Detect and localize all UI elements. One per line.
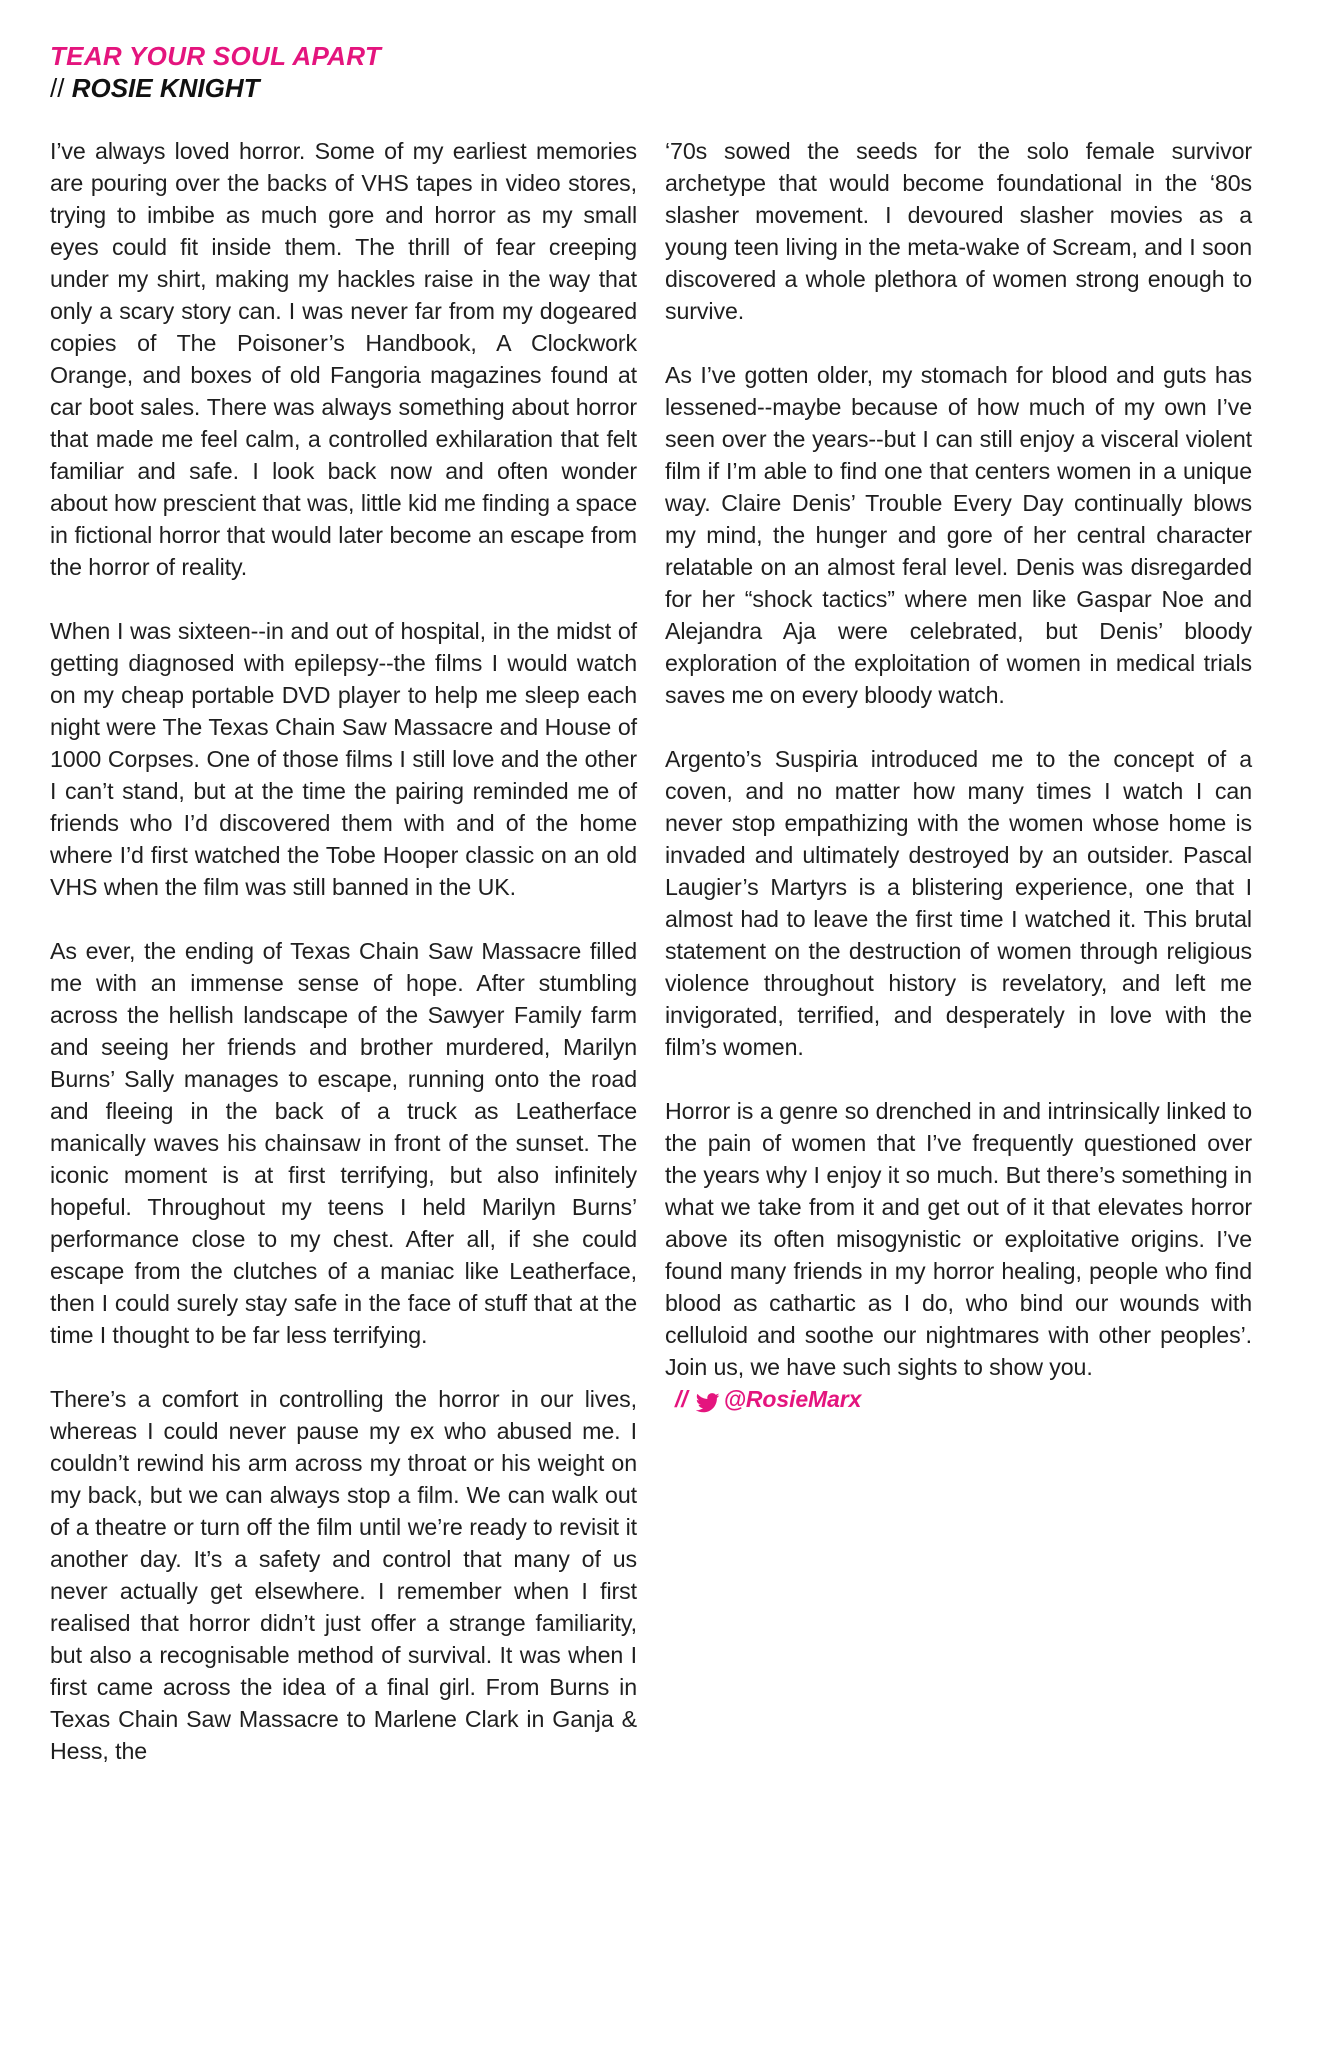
article-byline bbox=[50, 72, 381, 104]
twitter-bird-icon bbox=[696, 1389, 720, 1409]
paragraph: As I’ve gotten older, my stomach for blood and guts has lessened--maybe because of how much of my own I’ve seen over the years--but I can still enjoy a visceral violent film if I’m able to find one that centers women in a unique way. Claire Denis’ Trouble Every Day continually blows my mind, the hunger and gore of her central character relatable on an almost feral level. Denis was disregarded for her “shock tactics” where men like Gaspar Noe and Alejandra Aja were celebrated, but Denis’ bloody exploration of the exploitation of women in medical trials saves me on every bloody watch. bbox=[665, 362, 1252, 708]
twitter-handle[interactable]: @RosieMarx bbox=[723, 1386, 862, 1412]
signoff-slashes: // bbox=[675, 1386, 688, 1412]
paragraph: As ever, the ending of Texas Chain Saw Massacre filled me with an immense sense of hope. After stumbling across the hellish landscape of the Sawyer Family farm and seeing her friends and brother murdered, Marilyn Burns’ Sally manages to escape, running onto the road and fleeing in the back of a truck as Leatherface manically waves his chainsaw in front of the sunset. The iconic moment is at first terrifying, but also infinitely hopeful. Throughout my teens I held Marilyn Burns’ performance close to my chest. After all, if she could escape from the clutches of a maniac like Leatherface, then I could surely stay safe in the face of stuff that at the time I thought to be far less terrifying. bbox=[50, 938, 637, 1348]
article-title: TEAR YOUR SOUL APART bbox=[50, 41, 382, 71]
paragraph: ‘70s sowed the seeds for the solo female survivor archetype that would become foundational in the ‘80s slasher movement. I devoured slasher movies as a young teen living in the meta-wake of Scream, and I soon discovered a whole plethora of women strong enough to survive. bbox=[665, 138, 1252, 324]
paragraph: When I was sixteen--in and out of hospital, in the midst of getting diagnosed with epilepsy--the films I would watch on my cheap portable DVD player to help me sleep each night were The Texas Chain Saw Massacre and House of 1000 Corpses. One of those films I still love and the other I can’t stand, but at the time the pairing reminded me of friends who I’d discovered them with and of the home where I’d first watched the Tobe Hooper classic on an old VHS when the film was still banned in the UK. bbox=[50, 618, 637, 900]
paragraph: There’s a comfort in controlling the horror in our lives, whereas I could never pause my ex who abused me. I couldn’t rewind his arm across my throat or his weight on my back, but we can always stop a film. We can walk out of a theatre or turn off the film until we’re ready to revisit it another day. It’s a safety and control that many of us never actually get elsewhere. I remember when I first realised that horror didn’t just offer a strange familiarity, but also a recognisable method of survival. It was when I first came across the idea of a final girl. From Burns in Texas Chain Saw Massacre to Marlene Clark in Ganja & Hess, the bbox=[50, 1386, 637, 1764]
author-signoff bbox=[675, 1383, 1252, 1415]
paragraph: Horror is a genre so drenched in and intrinsically linked to the pain of women that I’ve frequently questioned over the years why I enjoy it so much. But there’s something in what we take from it and get out of it that elevates horror above its often misogynistic or exploitative origins. I’ve found many friends in my horror healing, people who find blood as cathartic as I do, who bind our wounds with celluloid and soothe our nightmares with other peoples’. Join us, we have such sights to show you. bbox=[665, 1098, 1252, 1380]
author-name: ROSIE KNIGHT bbox=[71, 73, 260, 103]
right-column bbox=[665, 135, 1252, 1415]
paragraph: I’ve always loved horror. Some of my earliest memories are pouring over the backs of VHS tapes in video stores, trying to imbibe as much gore and horror as my small eyes could fit inside them. The thrill of fear creeping under my shirt, making my hackles raise in the way that only a scary story can. I was never far from my dogeared copies of The Poisoner’s Handbook, A Clockwork Orange, and boxes of old Fangoria magazines found at car boot sales. There was always something about horror that made me feel calm, a controlled exhilaration that felt familiar and safe. I look back now and often wonder about how prescient that was, little kid me finding a space in fictional horror that would later become an escape from the horror of reality. bbox=[50, 138, 637, 580]
left-column bbox=[50, 135, 637, 1767]
paragraph: Argento’s Suspiria introduced me to the concept of a coven, and no matter how many times I watch I can never stop empathizing with the women whose home is invaded and ultimately destroyed by an outsider. Pascal Laugier’s Martyrs is a blistering experience, one that I almost had to leave the first time I watched it. This brutal statement on the destruction of women through religious violence throughout history is revelatory, and left me invigorated, terrified, and desperately in love with the film’s women. bbox=[665, 746, 1252, 1060]
article-header bbox=[50, 40, 381, 104]
byline-slashes: // bbox=[50, 73, 65, 103]
